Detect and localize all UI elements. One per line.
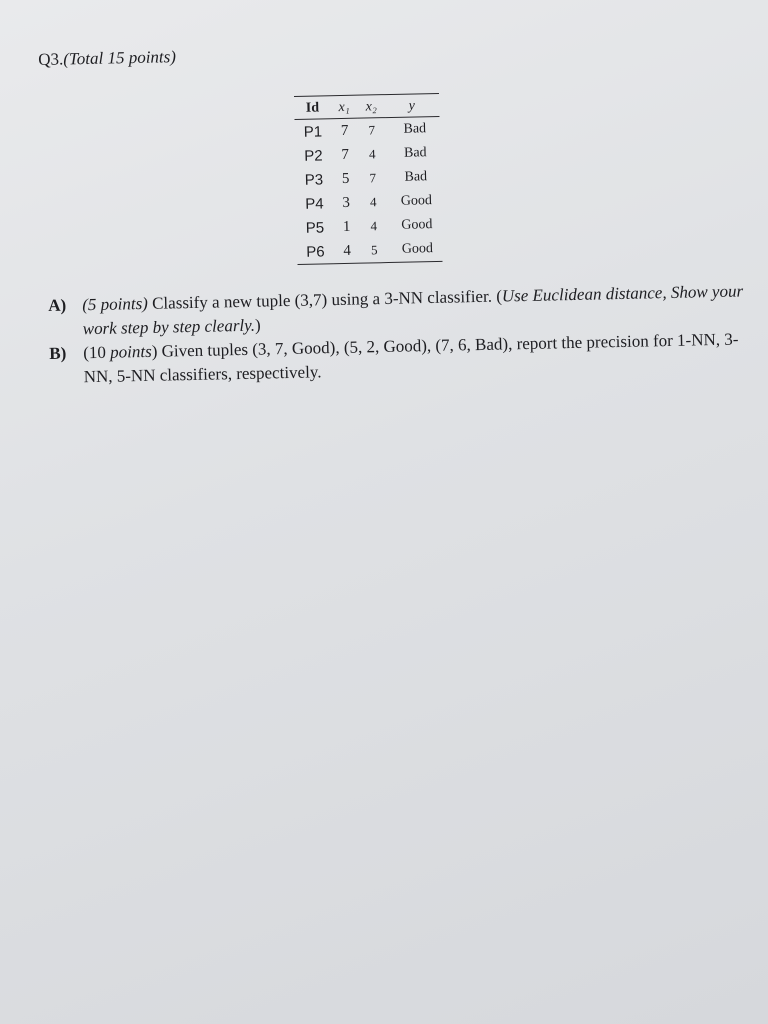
cell-x1: 4	[333, 239, 361, 264]
cell-id: P2	[304, 146, 323, 165]
question-a-text: Classify a new tuple (3,7) using a 3-NN classifier. (	[147, 286, 503, 313]
cell-x2: 4	[368, 146, 376, 162]
question-b-open: (10	[83, 342, 111, 363]
cell-x1: 1	[342, 218, 351, 235]
cell-id: P3	[304, 170, 324, 189]
cell-x1: 7	[341, 146, 350, 163]
table-row	[296, 165, 441, 192]
cell-x2: 7	[369, 170, 377, 186]
cell-x1: 5	[341, 170, 350, 187]
table-row	[297, 213, 442, 240]
cell-y: Bad	[403, 145, 427, 161]
question-b-letter: B)	[49, 343, 67, 363]
question-a-note: Use Euclidean distance, Show your work step by step clearly.	[82, 281, 744, 339]
cell-y: Bad	[404, 169, 428, 185]
table-header-row	[294, 93, 439, 119]
column-header-id: Id	[294, 96, 331, 120]
question-list	[48, 279, 750, 390]
cell-x2: 4	[369, 194, 377, 210]
table-row	[296, 189, 441, 216]
cell-y: Good	[401, 217, 433, 233]
question-heading	[38, 47, 176, 70]
column-header-x1: x₁	[330, 95, 358, 119]
question-number: Q3.	[38, 49, 64, 69]
question-a-close: )	[254, 315, 261, 335]
question-b-points-word: points	[109, 341, 152, 362]
cell-x1: 3	[342, 194, 351, 211]
cell-y: Bad	[403, 121, 427, 137]
table-row	[297, 237, 442, 265]
cell-x2: 4	[370, 218, 378, 234]
table-row	[295, 141, 440, 168]
cell-id: P5	[305, 218, 325, 237]
table-row	[294, 116, 439, 144]
data-table	[294, 93, 442, 265]
column-header-y: y	[385, 93, 440, 117]
cell-y: Good	[388, 237, 443, 263]
question-b-text: ) Given tuples (3, 7, Good), (5, 2, Good), (7, 6, Bad), report the precision for 1-NN, 3-NN, 5-NN classifiers, respectively.	[83, 329, 739, 387]
question-a-letter: A)	[48, 295, 67, 315]
cell-id: P4	[305, 194, 324, 213]
cell-x2: 5	[360, 238, 388, 263]
question-a-points: (5 points)	[82, 293, 149, 315]
data-table-container	[294, 93, 442, 265]
cell-id: P1	[303, 122, 323, 141]
cell-x1: 7	[340, 122, 349, 139]
cell-y: Good	[400, 193, 433, 209]
total-points-label: (Total 15 points)	[63, 47, 177, 69]
column-header-x2: x₂	[357, 95, 385, 119]
cell-id: P6	[297, 239, 334, 264]
cell-x2: 7	[368, 122, 376, 138]
